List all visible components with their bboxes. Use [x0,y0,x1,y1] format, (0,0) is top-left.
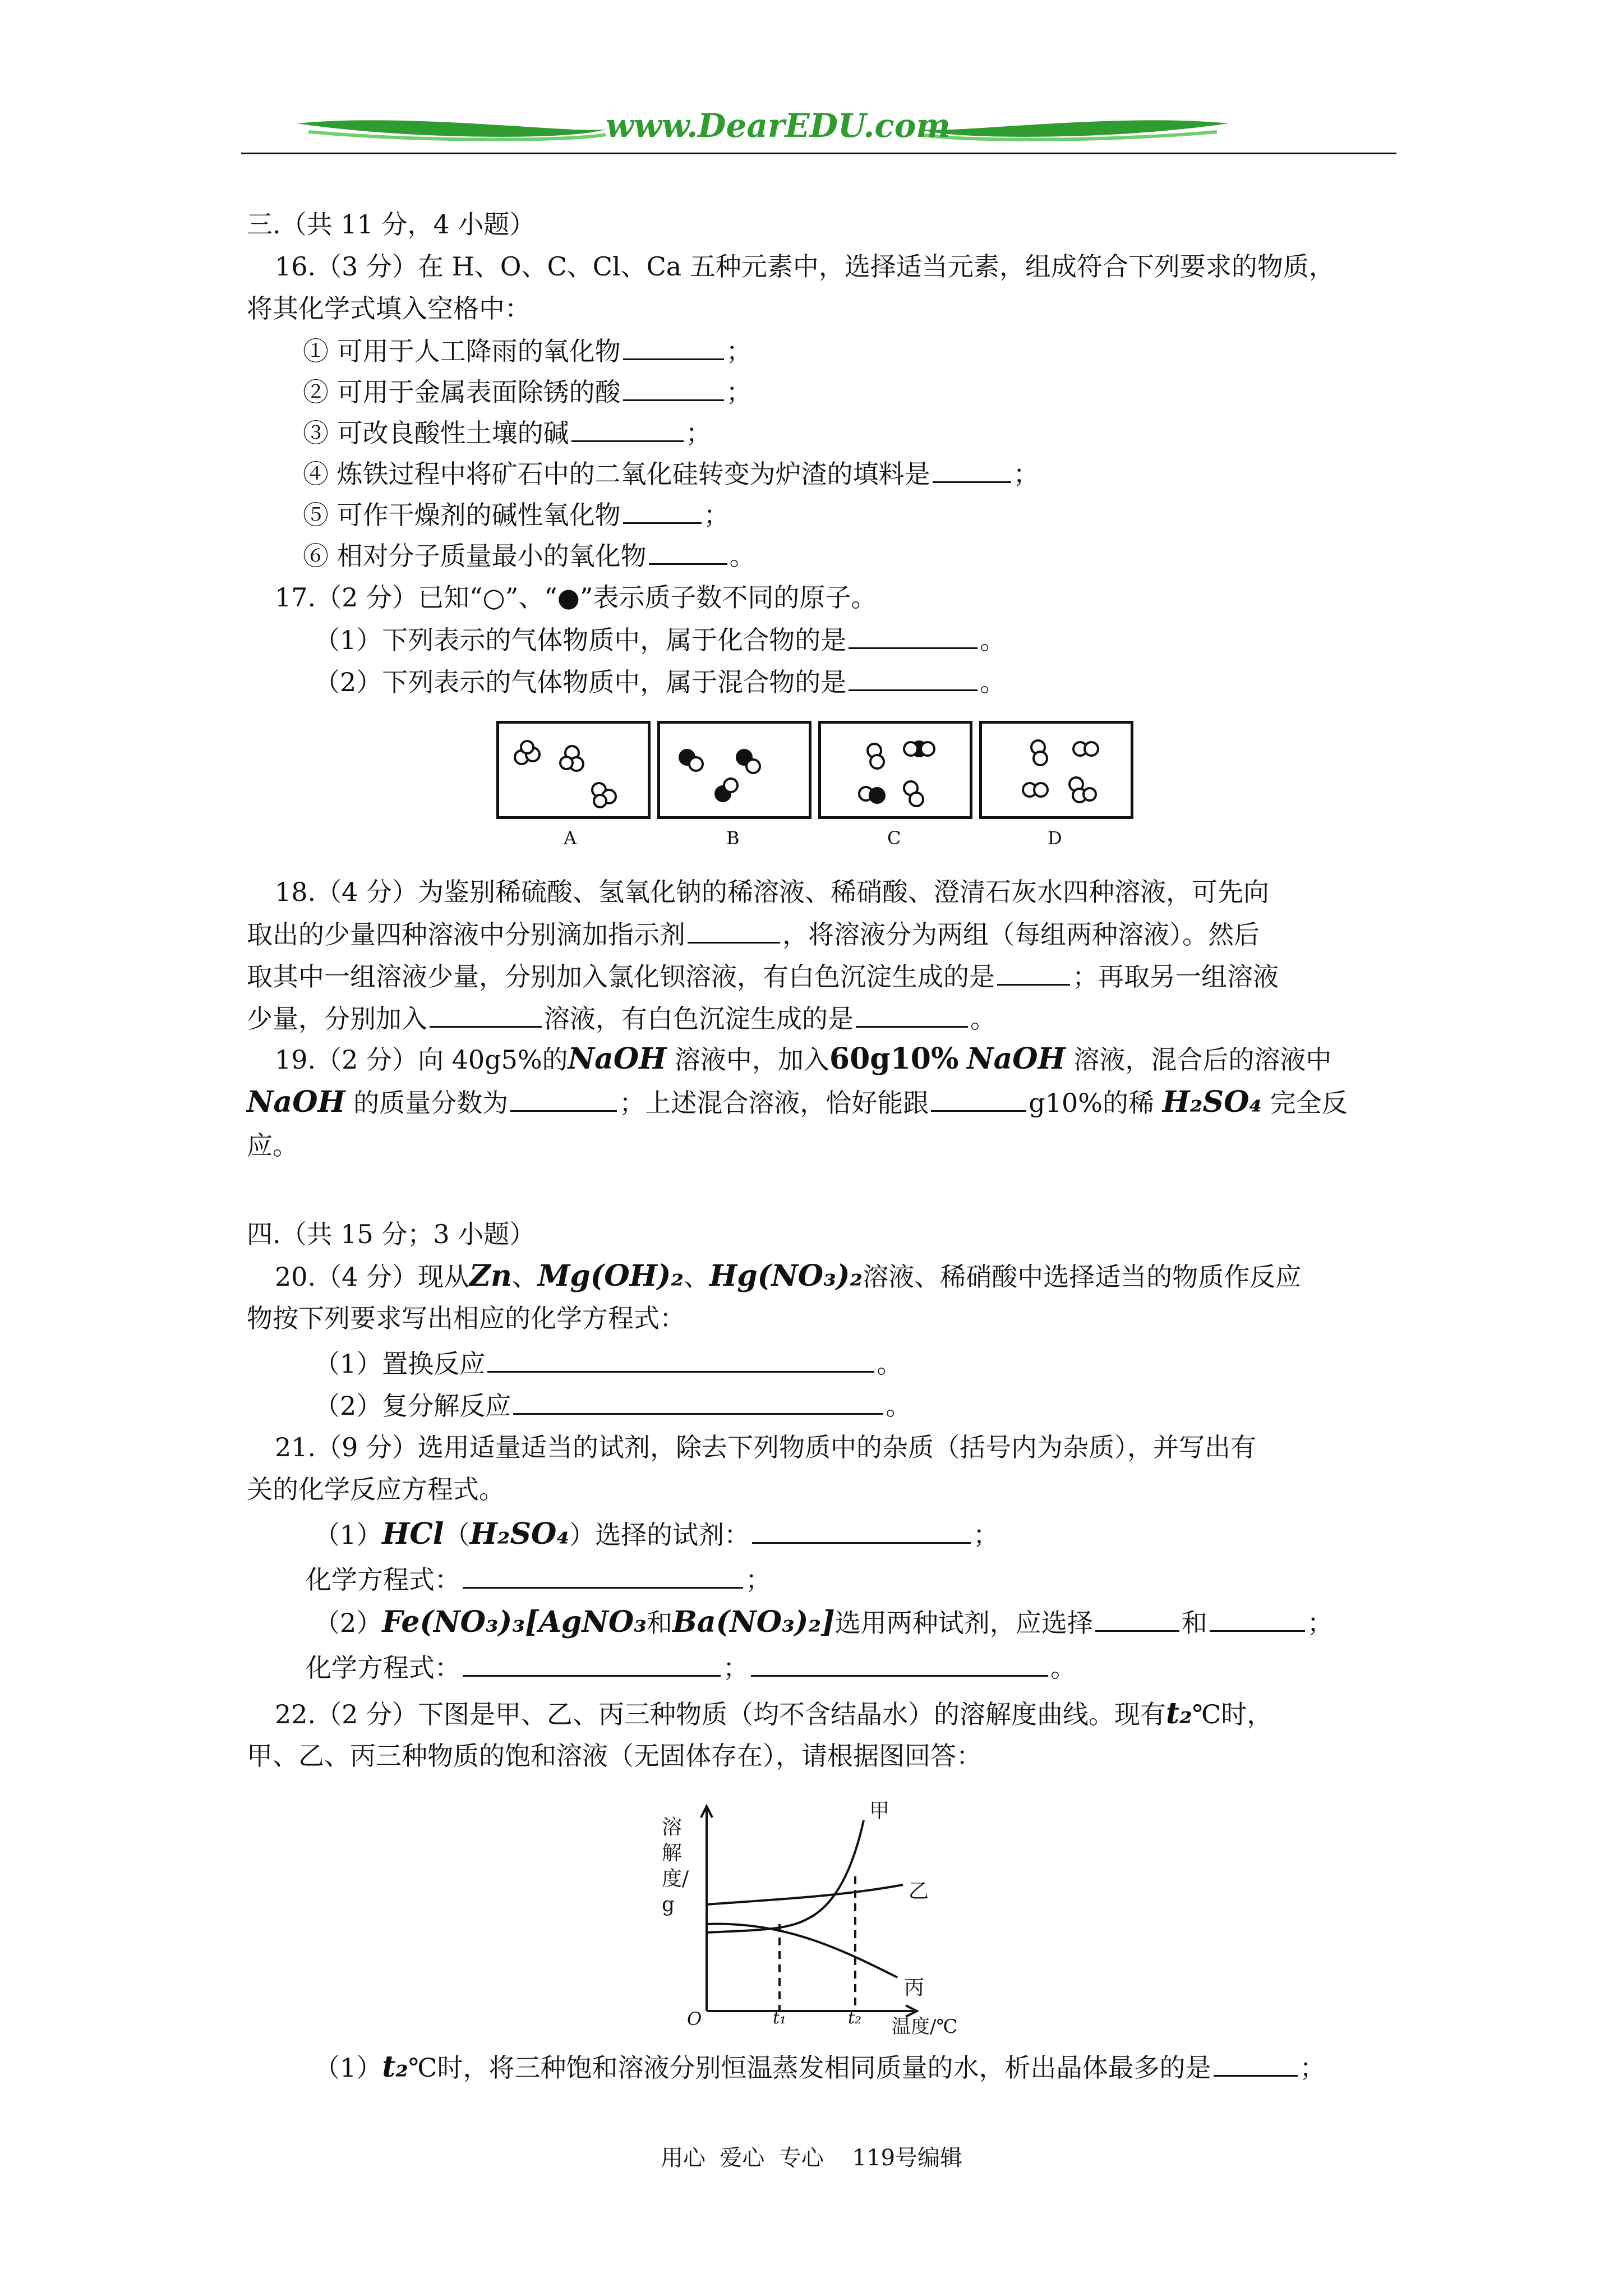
chart-t2-label: t₂ [848,2008,862,2028]
answer-blank[interactable] [463,1562,743,1589]
answer-blank[interactable] [510,1085,617,1112]
q20-sub2: （2）复分解反应 。 [314,1388,911,1423]
q19-line1: 19.（2 分）向 40g5%的NaOH 溶液中，加入60g10% NaOH 溶液，混合后的溶液中 [275,1042,1332,1076]
q17-sub2: （2）下列表示的气体物质中，属于混合物的是 。 [314,665,1006,699]
header-rule [241,153,1396,154]
q17-option-label-c: C [887,827,901,849]
q22-line1: 22.（2 分）下图是甲、乙、丙三种物质（均不含结晶水）的溶解度曲线。现有t₂℃时， [275,1696,1273,1731]
answer-blank[interactable] [623,375,724,401]
answer-blank[interactable] [463,1650,721,1677]
answer-blank[interactable] [1095,1605,1179,1632]
q17-option-box-b [657,721,811,819]
q16-item-3: ③ 可改良酸性土壤的碱 ； [303,416,712,450]
q16-item-4: ④ 炼铁过程中将矿石中的二氧化硅转变为炉渣的填料是 ； [303,457,1039,491]
molecule-diagram [982,724,1131,816]
answer-blank[interactable] [487,1346,874,1373]
answer-blank[interactable] [751,1650,1048,1677]
answer-blank[interactable] [752,1517,971,1544]
q17-option-label-a: A [564,827,577,849]
answer-blank[interactable] [933,457,1011,483]
q16-item-2: ② 可用于金属表面除锈的酸 ； [303,375,752,409]
q17-option-box-d [979,721,1133,819]
molecule-diagram [660,724,809,816]
chart-xlabel: 温度/℃ [892,2016,958,2038]
answer-blank[interactable] [623,334,724,360]
answer-blank[interactable] [1214,2050,1298,2077]
q16-item-1: ① 可用于人工降雨的氧化物 ； [303,334,752,368]
q18-line3: 取其中一组溶液少量，分别加入氯化钡溶液，有白色沉淀生成的是 ；再取另一组溶液 [247,959,1279,993]
solubility-chart-svg [645,1792,981,2028]
q22-sub1: （1）t₂℃时，将三种饱和溶液分别恒温蒸发相同质量的水，析出晶体最多的是 ； [314,2050,1326,2084]
q17-option-box-a [496,721,651,819]
answer-blank[interactable] [997,959,1070,986]
q20-sub1: （1）置换反应 。 [314,1346,902,1381]
answer-blank[interactable] [623,498,702,524]
q21-sub2: （2）Fe(NO₃)₃[AgNO₃和Ba(NO₃)₂]选用两种试剂，应选择 和 ； [314,1605,1333,1639]
molecule-diagram [499,724,648,816]
answer-blank[interactable] [856,1001,968,1028]
q21-sub1: （1）HCl（H₂SO₄）选择的试剂： ； [314,1517,999,1551]
answer-blank[interactable] [430,1001,542,1028]
q20-line2: 物按下列要求写出相应的化学方程式： [247,1303,685,1333]
answer-blank[interactable] [513,1388,883,1415]
chart-origin-label: O [687,2008,702,2030]
page-footer: 用心 爱心 专心 119号编辑 [660,2145,963,2171]
q16-stem-line1: 16.（3 分）在 H、O、C、Cl、Ca 五种元素中，选择适当元素，组成符合下列要求的物质， [275,251,1335,282]
answer-blank[interactable] [649,539,727,565]
section-3-title: 三.（共 11 分，4 小题） [247,209,536,240]
chart-t1-label: t₁ [773,2008,787,2028]
series-label-jia: 甲 [869,1800,890,1823]
q16-item-6: ⑥ 相对分子质量最小的氧化物 。 [303,539,755,573]
q17-sub1: （1）下列表示的气体物质中，属于化合物的是 。 [314,623,1006,657]
chart-ylabel: 溶解度/g [662,1816,689,1916]
q19-line2: NaOH 的质量分数为 ；上述混合溶液，恰好能跟 g10%的稀 H₂SO₄ 完全反 [247,1085,1348,1119]
answer-blank[interactable] [688,917,780,944]
q20-line1: 20.（4 分）现从Zn、Mg(OH)₂、Hg(NO₃)₂溶液、稀硝酸中选择适当的物质作反应 [275,1259,1302,1293]
q18-line4: 少量，分别加入 溶液，有白色沉淀生成的是 。 [247,1001,996,1036]
answer-blank[interactable] [571,416,684,442]
q19-line3: 应。 [247,1130,298,1161]
molecule-diagram [821,724,970,816]
answer-blank[interactable] [1210,1605,1305,1632]
q17-option-label-d: D [1048,827,1062,849]
series-label-yi: 乙 [909,1880,929,1903]
q18-line1: 18.（4 分）为鉴别稀硫酸、氢氧化钠的稀溶液、稀硝酸、澄清石灰水四种溶液，可先向 [275,877,1270,907]
q17-stem: 17.（2 分）已知“○”、“●”表示质子数不同的原子。 [275,582,877,613]
q21-line2: 关的化学反应方程式。 [247,1474,505,1504]
q17-option-label-b: B [726,827,740,849]
curve-yi [707,1885,903,1904]
q21-line1: 21.（9 分）选用适量适当的试剂，除去下列物质中的杂质（括号内为杂质），并写出有 [275,1432,1257,1462]
curve-jia [707,1820,864,1932]
solubility-chart [645,1792,981,2038]
series-label-bing: 丙 [904,1976,925,1999]
q16-item-5: ⑤ 可作干燥剂的碱性氧化物 ； [303,498,730,532]
answer-blank[interactable] [931,1085,1026,1112]
q22-line2: 甲、乙、丙三种物质的饱和溶液（无固体存在），请根据图回答： [247,1741,982,1771]
q17-option-box-c [818,721,972,819]
q16-stem-line2: 将其化学式填入空格中： [247,293,531,324]
q21-eq2: 化学方程式： ； 。 [306,1650,1076,1685]
logo-text: www.DearEDU.com [606,107,951,145]
answer-blank[interactable] [849,623,978,649]
q18-line2: 取出的少量四种溶液中分别滴加指示剂 ，将溶液分为两组（每组两种溶液）。然后 [247,917,1260,951]
q21-eq1: 化学方程式： ； [306,1562,771,1596]
answer-blank[interactable] [849,665,978,691]
section-4-title: 四.（共 15 分；3 小题） [247,1219,536,1249]
